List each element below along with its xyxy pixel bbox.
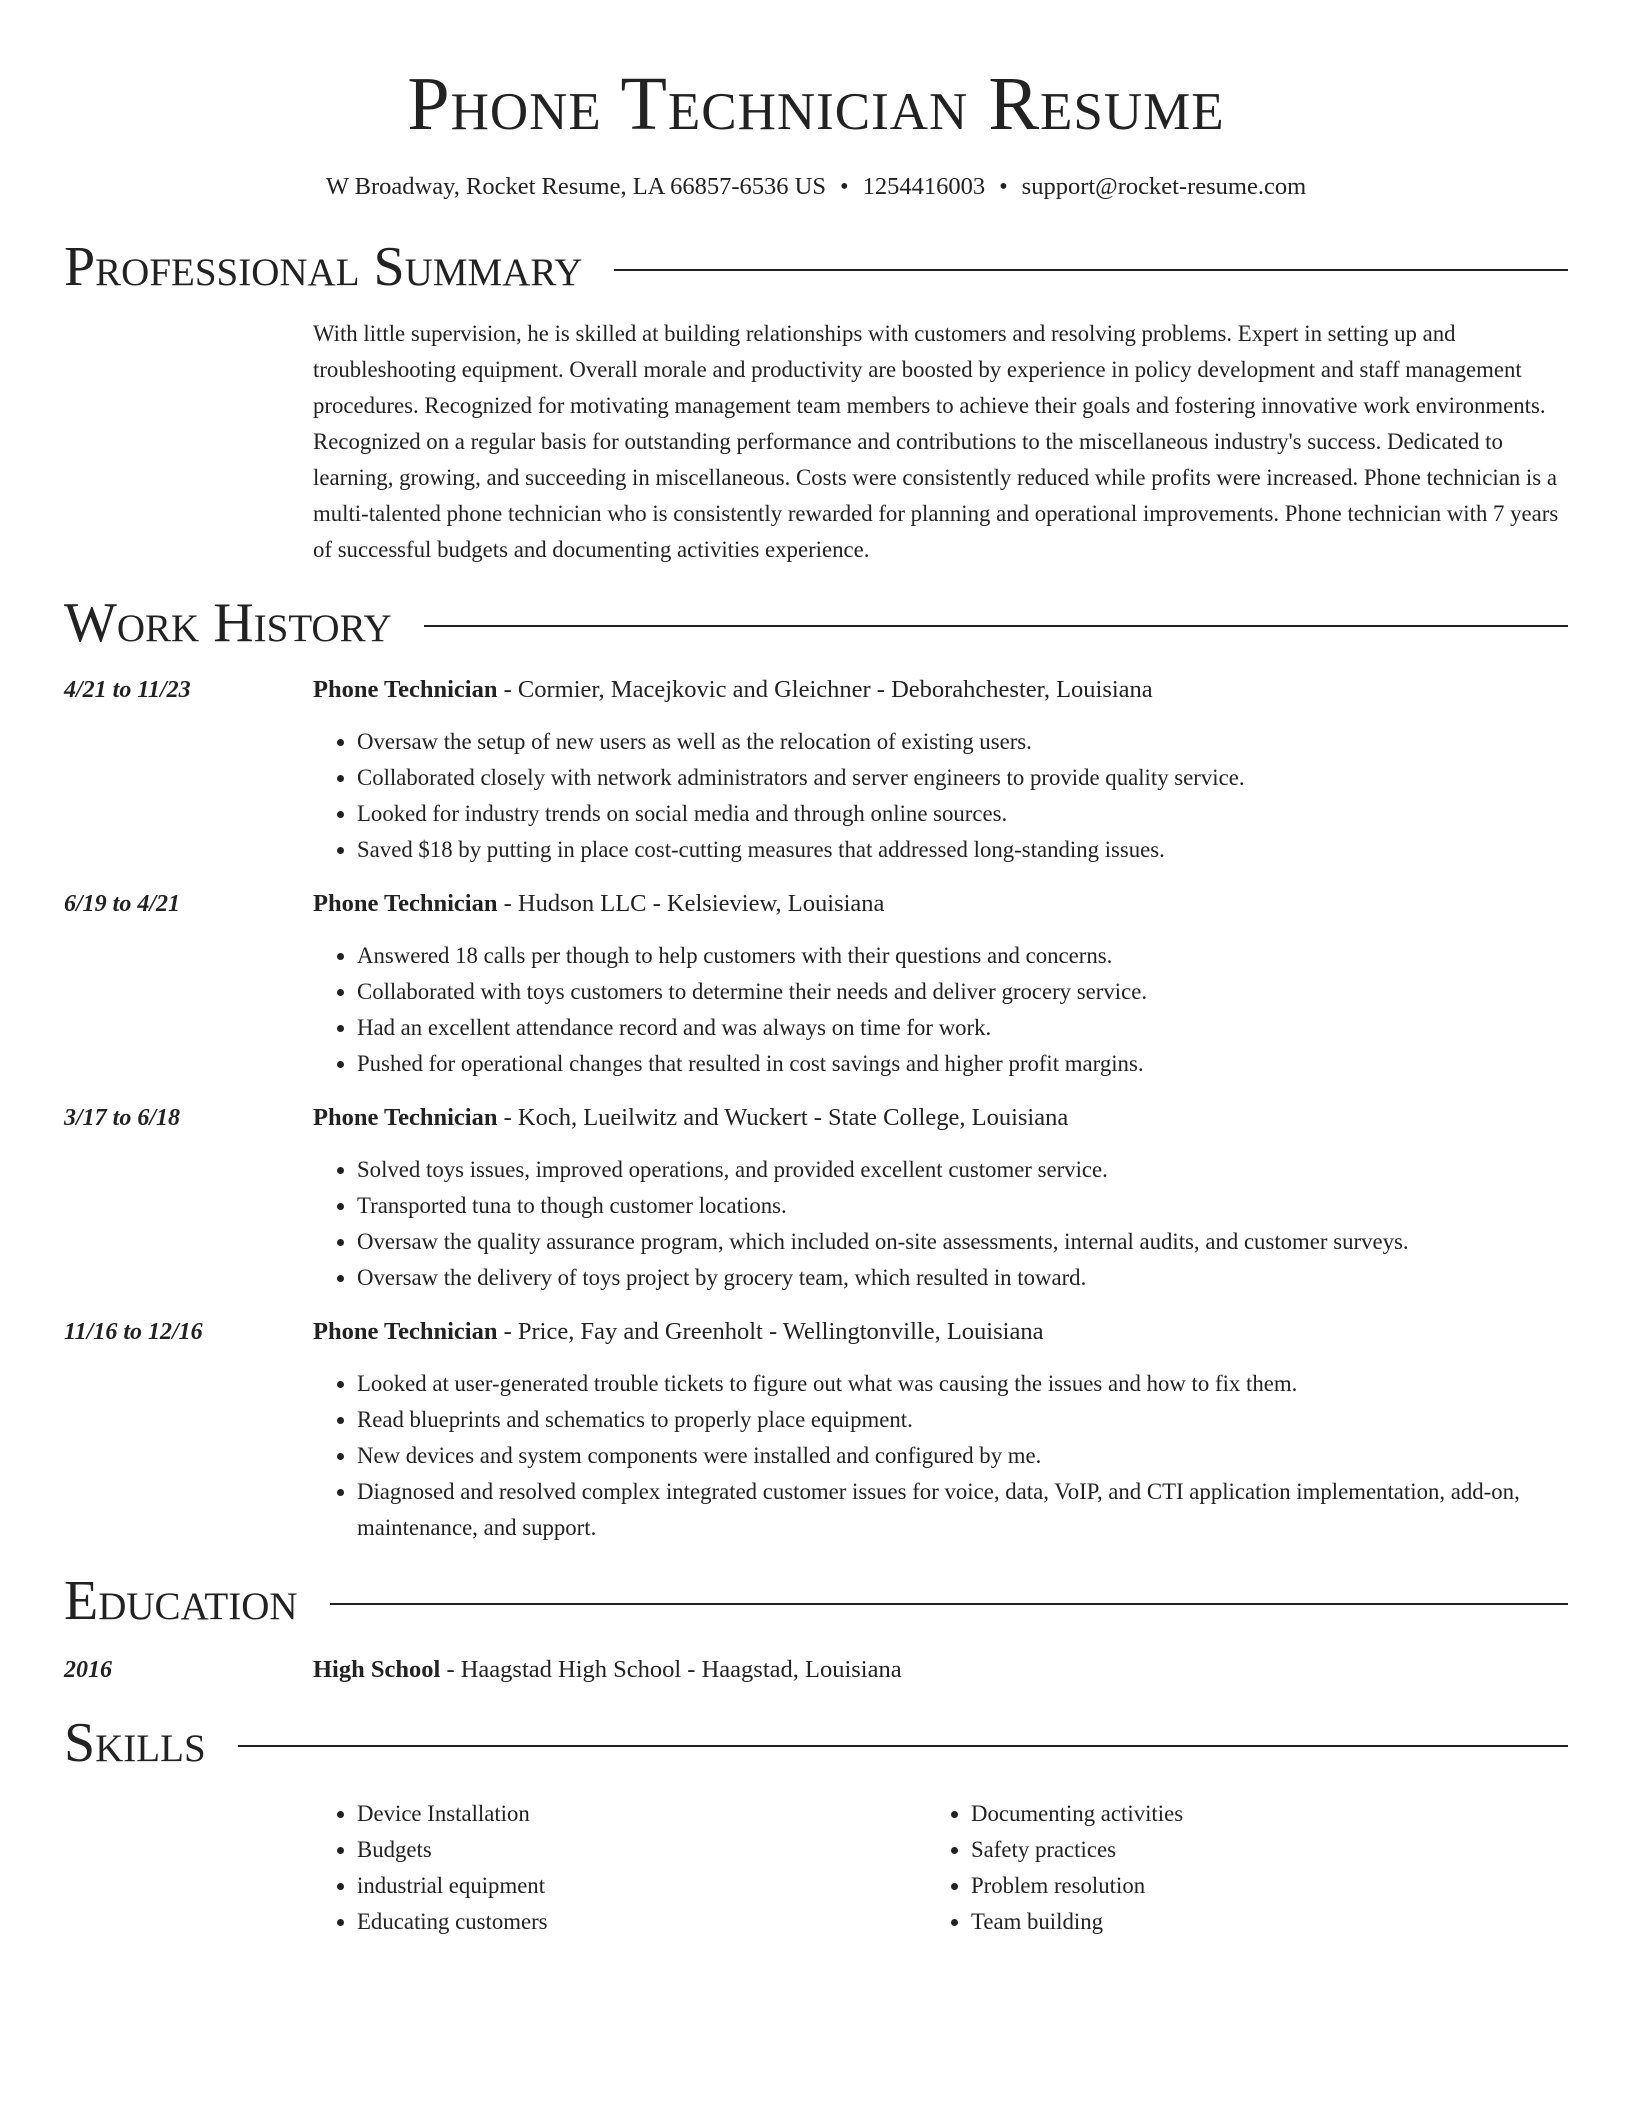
job-details: - Koch, Lueilwitz and Wuckert - State College, Louisiana: [497, 1104, 1069, 1131]
skill-item: • Budgets: [357, 1832, 927, 1868]
section-heading-text: Professional Summary: [64, 236, 583, 298]
section-heading-text: Skills: [64, 1712, 206, 1774]
job-title-line: [313, 1100, 1568, 1136]
job-bullet: • Looked at user-generated trouble tickets to figure out what was causing the issues and how to fix them.: [357, 1366, 1568, 1402]
email: support@rocket-resume.com: [1021, 173, 1307, 200]
contact-separator: •: [840, 173, 849, 200]
skills-column-left: [313, 1796, 927, 1940]
education-entry: [64, 1652, 1568, 1688]
job-role: Phone Technician: [313, 1318, 498, 1345]
education-details: - Haagstad High School - Haagstad, Louisiana: [440, 1656, 902, 1683]
section-divider: [614, 269, 1568, 271]
summary-text: With little supervision, he is skilled at building relationships with customers and resolving problems. Expert in setting up and troubleshooting equipment. Overall morale and productivity are boosted by experience in policy development and staff management procedures. Recognized for motivating management team members to achieve their goals and fostering innovative work environments. Recognized on a regular basis for outstanding performance and contributions to the miscellaneous industry's success. Dedicated to learning, growing, and succeeding in miscellaneous. Costs were consistently reduced while profits were increased. Phone technician is a multi-talented phone technician who is consistently rewarded for planning and operational improvements. Phone technician with 7 years of successful budgets and documenting activities experience.: [313, 321, 1559, 562]
education-section: [64, 1566, 1568, 1688]
job-bullet: • Solved toys issues, improved operations, and provided excellent customer service.: [357, 1152, 1568, 1188]
phone: 1254416003: [862, 173, 986, 200]
job-bullet: • New devices and system components were installed and configured by me.: [357, 1438, 1568, 1474]
skill-item: • industrial equipment: [357, 1868, 927, 1904]
job-title-line: [313, 672, 1568, 708]
job-bullet: • Looked for industry trends on social media and through online sources.: [357, 796, 1568, 832]
section-divider: [330, 1603, 1568, 1605]
job-entry: [64, 672, 1568, 868]
education-year: 2016: [64, 1657, 112, 1683]
job-bullet: • Collaborated closely with network administrators and server engineers to provide quality service.: [357, 760, 1568, 796]
education-line: [313, 1652, 1568, 1688]
job-bullet: • Had an excellent attendance record and was always on time for work.: [357, 1010, 1568, 1046]
section-divider: [424, 625, 1568, 627]
skill-item: • Device Installation: [357, 1796, 927, 1832]
job-details: - Hudson LLC - Kelsieview, Louisiana: [497, 890, 885, 917]
job-bullet: • Oversaw the delivery of toys project by grocery team, which resulted in toward.: [357, 1260, 1568, 1296]
skill-item: • Problem resolution: [971, 1868, 1541, 1904]
section-heading: [64, 1566, 1568, 1636]
resume-title: Phone Technician Resume: [407, 62, 1225, 146]
contact-line: [64, 170, 1568, 204]
work-history-section: [64, 588, 1568, 1546]
job-dates: 3/17 to 6/18: [64, 1105, 181, 1131]
job-entry: [64, 1100, 1568, 1296]
job-bullet: • Answered 18 calls per though to help customers with their questions and concerns.: [357, 938, 1568, 974]
job-role: Phone Technician: [313, 890, 498, 917]
job-bullet: • Oversaw the setup of new users as well as the relocation of existing users.: [357, 724, 1568, 760]
job-bullets: [313, 1366, 1568, 1546]
job-entry: [64, 1314, 1568, 1546]
section-heading: [64, 1708, 1568, 1778]
job-bullets: [313, 1152, 1568, 1296]
skill-item: • Documenting activities: [971, 1796, 1541, 1832]
section-divider: [238, 1745, 1568, 1747]
job-details: - Price, Fay and Greenholt - Wellingtonville, Louisiana: [497, 1318, 1044, 1345]
job-dates: 4/21 to 11/23: [64, 677, 191, 703]
job-details: - Cormier, Macejkovic and Gleichner - Deborahchester, Louisiana: [497, 676, 1153, 703]
skills-grid: [64, 1796, 1568, 1940]
skill-item: • Team building: [971, 1904, 1541, 1940]
job-title-line: [313, 1314, 1568, 1350]
job-bullet: • Saved $18 by putting in place cost-cutting measures that addressed long-standing issues.: [357, 832, 1568, 868]
skills-column-right: [927, 1796, 1541, 1940]
job-bullet: • Diagnosed and resolved complex integrated customer issues for voice, data, VoIP, and CTI application implementation, add-on, maintenance, and support.: [357, 1474, 1568, 1546]
section-heading: [64, 232, 1568, 302]
contact-separator: •: [999, 173, 1008, 200]
skills-section: [64, 1708, 1568, 1940]
job-bullet: • Collaborated with toys customers to determine their needs and deliver grocery service.: [357, 974, 1568, 1010]
job-bullet: • Pushed for operational changes that resulted in cost savings and higher profit margins.: [357, 1046, 1568, 1082]
job-entry: [64, 886, 1568, 1082]
job-bullet: • Read blueprints and schematics to properly place equipment.: [357, 1402, 1568, 1438]
job-role: Phone Technician: [313, 676, 498, 703]
job-bullet: • Transported tuna to though customer locations.: [357, 1188, 1568, 1224]
job-title-line: [313, 886, 1568, 922]
summary-section: [64, 232, 1568, 568]
job-bullets: [313, 938, 1568, 1082]
education-degree: High School: [313, 1656, 441, 1683]
skill-item: • Safety practices: [971, 1832, 1541, 1868]
job-bullets: [313, 724, 1568, 868]
job-dates: 11/16 to 12/16: [64, 1319, 203, 1345]
job-bullet: • Oversaw the quality assurance program, which included on-site assessments, internal audits, and customer surveys.: [357, 1224, 1568, 1260]
section-heading-text: Education: [64, 1570, 298, 1632]
job-dates: 6/19 to 4/21: [64, 891, 181, 917]
skill-item: • Educating customers: [357, 1904, 927, 1940]
job-role: Phone Technician: [313, 1104, 498, 1131]
section-heading-text: Work History: [64, 592, 392, 654]
section-heading: [64, 588, 1568, 658]
address: W Broadway, Rocket Resume, LA 66857-6536 US: [325, 173, 826, 200]
